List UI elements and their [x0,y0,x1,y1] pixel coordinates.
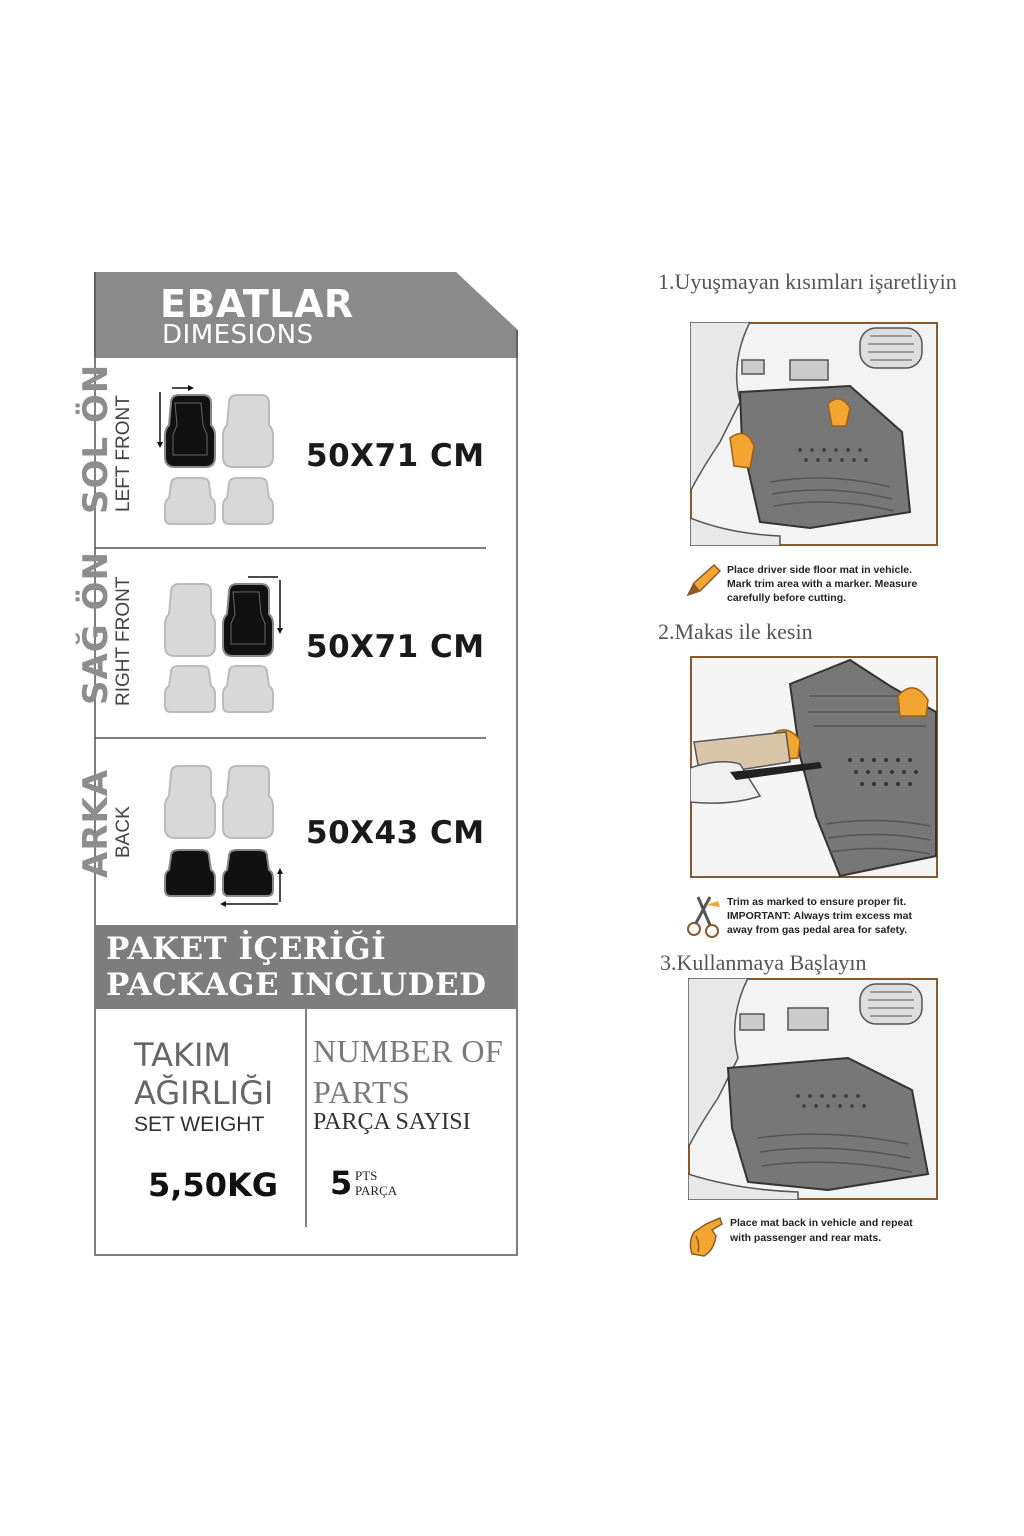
row-label-right-front-tr: SAĞ ÖN [76,551,116,705]
size-back: 50X43 CM [306,815,485,851]
step-1-note-line2: Mark trim area with a marker. Measure [727,578,918,590]
row-label-right-front-en: RIGHT FRONT [113,576,134,706]
weight-label-line1: TAKIM [134,1036,231,1074]
size-right-front: 50X71 CM [306,629,485,665]
step-2-note-line2: IMPORTANT: Always trim excess mat [727,910,912,922]
row-label-back-tr: ARKA [76,768,116,878]
step-2-illustration [690,656,938,878]
header-subtitle: DIMESIONS [162,320,314,350]
step-3-title: 3.Kullanmaya Başlayın [660,950,867,975]
mat-diagram-left-front [150,380,280,530]
header-title: EBATLAR [160,282,354,326]
weight-value: 5,50KG [148,1166,279,1204]
parts-value: 5 [330,1164,353,1202]
step-1-illustration [690,322,938,546]
parts-unit-en: PTS [355,1168,378,1183]
step-2-note-line1: Trim as marked to ensure proper fit. [727,896,907,908]
step-1-note-line3: carefully before cutting. [727,592,847,604]
size-left-front: 50X71 CM [306,438,485,474]
step-3-illustration [688,978,938,1200]
parts-label-line2: PARTS [313,1074,411,1110]
mat-diagram-right-front [150,572,290,722]
parts-label-tr: PARÇA SAYISI [313,1109,471,1135]
parts-label-line1: NUMBER OF [313,1033,504,1069]
mat-diagram-back [150,756,290,916]
step-1-title: 1.Uyuşmayan kısımları işaretliyin [658,269,957,294]
package-title-en: PACKAGE INCLUDED [106,967,487,1003]
step-1-note-line1: Place driver side floor mat in vehicle. [727,564,912,576]
row-label-left-front-tr: SOL ÖN [76,363,116,514]
package-title-tr: PAKET İÇERİĞİ [106,931,387,967]
weight-label-en: SET WEIGHT [134,1113,265,1136]
scissors-icon [684,893,724,939]
weight-label-line2: AĞIRLIĞI [134,1074,274,1112]
marker-icon [684,561,724,599]
step-3-note-line2: with passenger and rear mats. [730,1232,882,1244]
parts-unit-tr: PARÇA [355,1183,398,1198]
hand-icon [686,1214,728,1258]
step-2-title: 2.Makas ile kesin [658,619,813,644]
step-3-note-line1: Place mat back in vehicle and repeat [730,1217,913,1229]
step-2-note-line3: away from gas pedal area for safety. [727,924,908,936]
row-label-left-front-en: LEFT FRONT [113,395,134,512]
row-label-back-en: BACK [113,806,134,858]
